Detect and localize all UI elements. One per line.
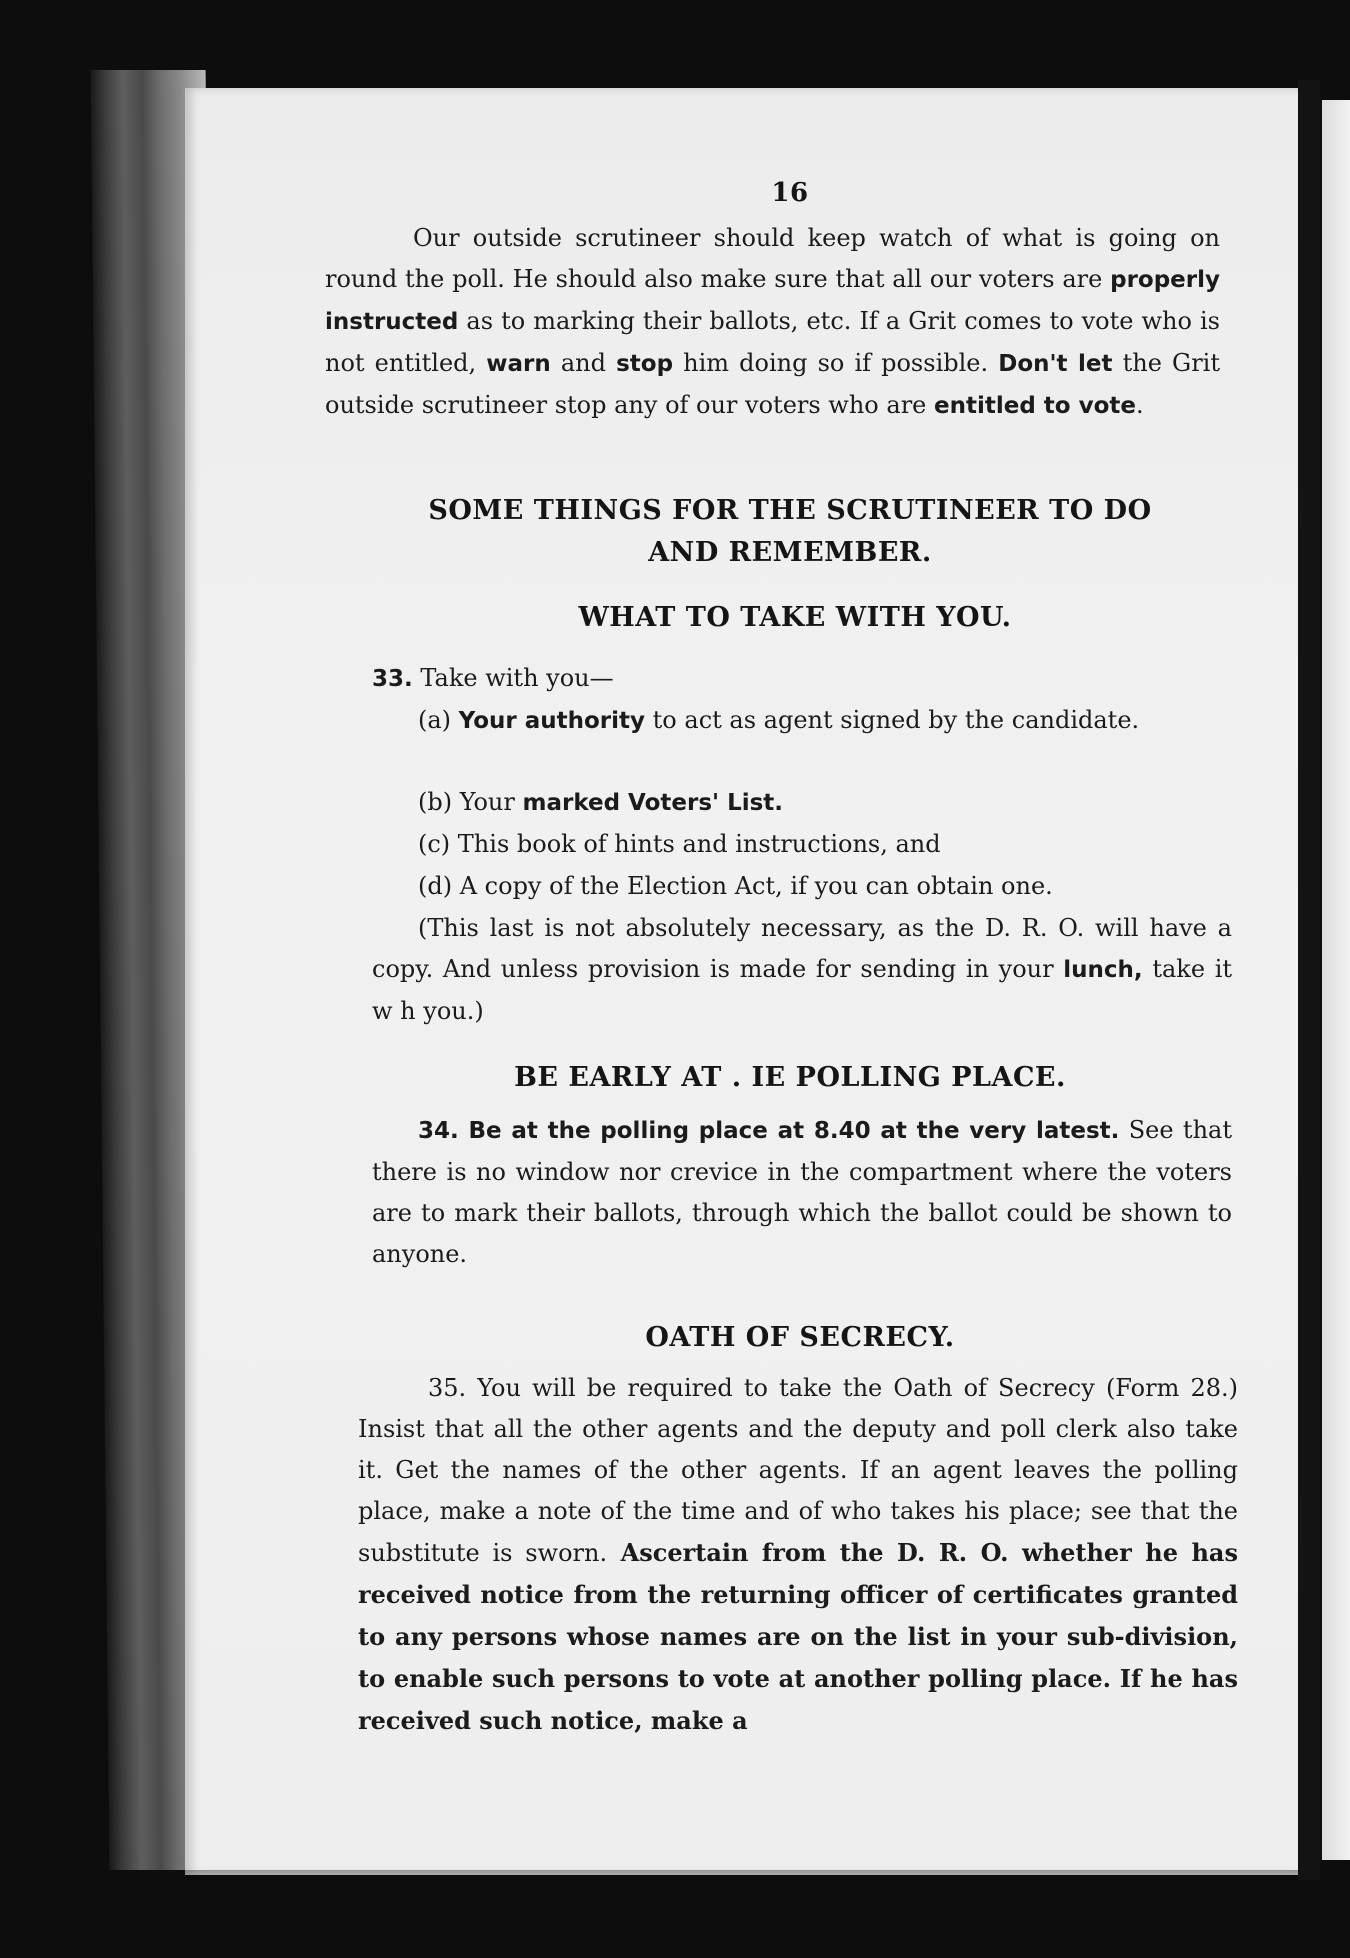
- section-heading-take: WHAT TO TAKE WITH YOU.: [578, 602, 1012, 633]
- text-run: (a): [418, 706, 459, 734]
- text-run: 35. You will be required to take the Oath of Secrecy (Form 28.) Insist that all the other agents and the deputy and poll clerk also take it. Get the names of the other agents. If an agent leaves the polling place, make a note of the time and of who takes his place; see that the substitute is sworn.: [358, 1374, 1238, 1567]
- bold-run: Ascertain from the D. R. O. whether he has received notice from the returning officer of certificates granted to any persons whose names are on the list in your sub-division, to enable such persons to vote at another polling place. If he has received such notice, make a: [358, 1538, 1238, 1735]
- text-run: to act as agent signed by the candidate.: [645, 706, 1140, 734]
- text-run: (b) Your: [418, 788, 523, 816]
- bold-run: Don't let: [998, 351, 1113, 377]
- bold-run: stop: [616, 351, 674, 377]
- item-33-a: [372, 700, 1232, 742]
- item-33-b: [418, 782, 1232, 824]
- next-page-edge: [1322, 100, 1350, 1860]
- item-33-d: (d) A copy of the Election Act, if you can obtain one.: [418, 872, 1053, 900]
- section-heading-oath: OATH OF SECRECY.: [645, 1322, 955, 1353]
- item-33-intro: [372, 658, 1232, 700]
- bold-run: entitled to vote: [934, 393, 1136, 419]
- item-34: [372, 1110, 1232, 1275]
- text-run: the Grit outside scrutineer stop any of our voters who are: [325, 349, 1220, 419]
- text-run: See that there is no window nor crevice in the compartment where the voters are to mark their ballots, through which the ballot could be shown to anyone.: [372, 1116, 1232, 1268]
- gutter-right: [1298, 80, 1320, 1880]
- bold-run: 34. Be at the polling place at 8.40 at the very latest.: [418, 1118, 1120, 1144]
- text-run: (This last is not absolutely necessary, as the D. R. O. will have a copy. And unless provision is made for sending in your: [372, 914, 1232, 983]
- section-heading-main: SOME THINGS FOR THE SCRUTINEER TO DO AND REMEMBER.: [428, 495, 1152, 568]
- bold-run: marked Voters' List.: [522, 790, 784, 816]
- bold-run: properly instructed: [325, 267, 1220, 335]
- text-run: .: [1136, 391, 1144, 419]
- item-33-c: (c) This book of hints and instructions, and: [418, 830, 941, 858]
- item-number: 33.: [372, 666, 413, 692]
- paragraph-outside-scrutineer: [325, 218, 1220, 427]
- text-run: Take with you—: [412, 664, 614, 692]
- item-33: [372, 658, 1232, 700]
- bold-run: lunch,: [1063, 957, 1143, 983]
- item-33-note: [372, 908, 1232, 1032]
- text-run: and: [550, 349, 617, 377]
- page-number: 16: [771, 178, 809, 208]
- text-run: take it w h you.): [372, 955, 1233, 1025]
- text-run: him doing so if possible.: [673, 349, 999, 377]
- bold-run: warn: [486, 351, 551, 377]
- text-run: Our outside scrutineer should keep watch of what is going on round the poll. He should also make sure that all our voters are: [325, 224, 1220, 293]
- bold-run: Your authority: [458, 708, 646, 734]
- section-heading-early: BE EARLY AT . IE POLLING PLACE.: [514, 1062, 1066, 1093]
- page-bottom-shadow: [185, 1870, 1300, 1884]
- item-35: [358, 1368, 1238, 1742]
- text-run: as to marking their ballots, etc. If a Grit comes to vote who is not entitled,: [325, 307, 1220, 377]
